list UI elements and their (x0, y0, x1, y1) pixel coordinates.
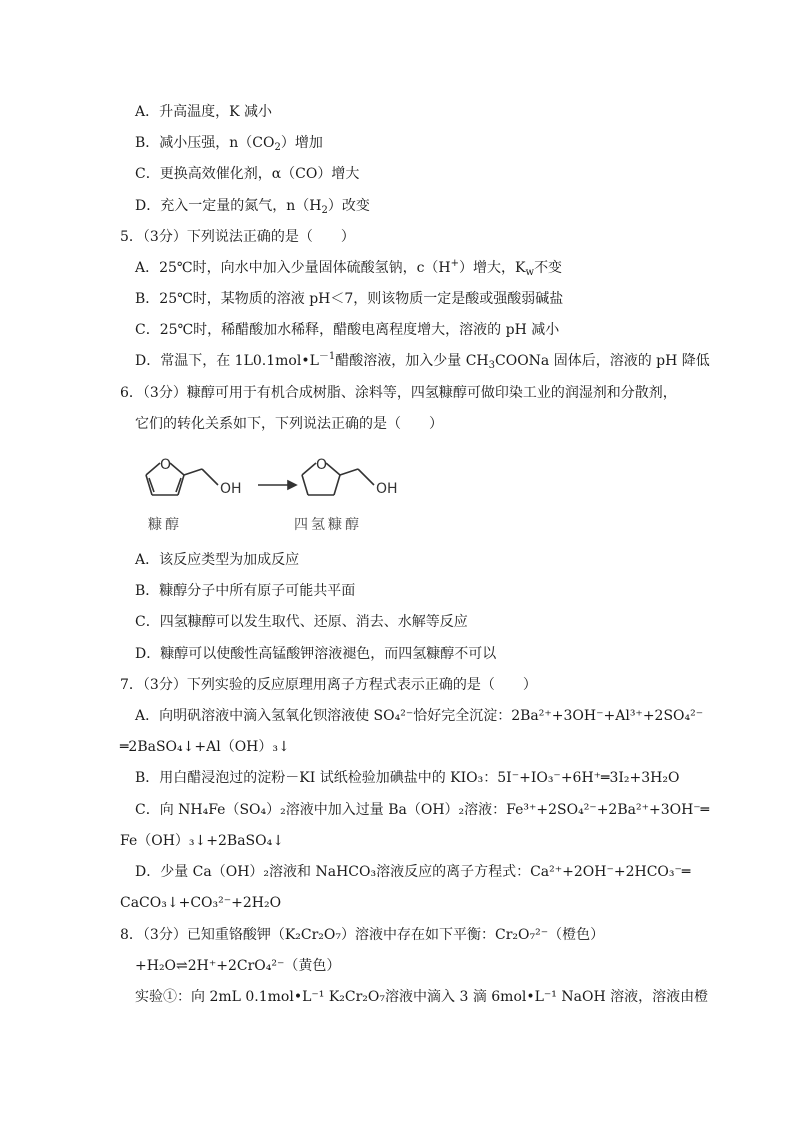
q7-option-b: B．用白醋浸泡过的淀粉－KI 试纸检验加碘盐中的 KIO₃：5I⁻+IO₃⁻+6H⁺═3I₂+3H₂O (135, 770, 680, 786)
tetrahydrofurfuryl-alcohol-structure (302, 463, 374, 495)
q7-option-c-line1: C．向 NH₄Fe（SO₄）₂溶液中加入过量 Ba（OH）₂溶液：Fe³⁺+2SO₄²⁻+2Ba²⁺+3OH⁻═ (135, 802, 710, 818)
q8-stem-line2: +H₂O⇌2H⁺+2CrO₄²⁻（黄色） (135, 958, 341, 974)
q7-option-a-line2: ═2BaSO₄↓+Al（OH）₃↓ (120, 739, 290, 755)
q6-option-a: A．该反应类型为加成反应 (135, 552, 300, 568)
q6-option-c: C．四氢糠醇可以发生取代、还原、消去、水解等反应 (135, 614, 468, 630)
furfuryl-oh-label: OH (220, 481, 242, 497)
q8-stem-line1: 8．（3分）已知重铬酸钾（K₂Cr₂O₇）溶液中存在如下平衡：Cr₂O₇²⁻（橙色） (120, 927, 605, 943)
thf-oh-label: OH (376, 481, 398, 497)
q6-option-b: B．糠醇分子中所有原子可能共平面 (135, 583, 356, 599)
q5-option-d: D．常温下，在 $1L0.1mol•L^{-1}$醋酸溶液，加入少量 $CH_3COONa$ 固体后，溶液的 pH 降低 (135, 351, 710, 371)
q5-stem: 5．（3分）下列说法正确的是（ ） (120, 229, 355, 245)
q5-option-b: B．25℃时，某物质的溶液 pH＜7，则该物质一定是酸或强酸弱碱盐 (135, 291, 564, 307)
q7-option-c-line2: Fe（OH）₃↓+2BaSO₄↓ (120, 833, 284, 849)
q4-option-a: A．升高温度，K 减小 (135, 104, 273, 120)
q7-option-a-line1: A．向明矾溶液中滴入氢氧化钡溶液使 SO₄²⁻恰好完全沉淀：2Ba²⁺+3OH⁻+Al³⁺+2SO₄²⁻ (135, 708, 704, 724)
thf-oxygen-label: O (316, 457, 328, 473)
q7-option-d-line1: D．少量 Ca（OH）₂溶液和 NaHCO₃溶液反应的离子方程式：Ca²⁺+2OH⁻+2HCO₃⁻═ (135, 864, 691, 880)
reaction-arrow (258, 481, 296, 489)
q5-option-c: C．25℃时，稀醋酸加水稀释，醋酸电离程度增大，溶液的 pH 减小 (135, 322, 560, 338)
q4-option-b: B．减小压强，$n(CO_2)$增加 (135, 135, 323, 153)
thf-alcohol-caption: 四氢糠醇 (294, 517, 362, 533)
q6-option-d: D．糠醇可以使酸性高锰酸钾溶液褪色，而四氢糠醇不可以 (135, 646, 497, 662)
furan-oxygen-label: O (160, 457, 172, 473)
q7-option-d-line2: CaCO₃↓+CO₃²⁻+2H₂O (120, 895, 282, 911)
q4-option-c: C．更换高效催化剂，α（CO）增大 (135, 166, 360, 182)
q6-stem-line2: 它们的转化关系如下，下列说法正确的是（ ） (135, 416, 443, 432)
q4-option-d: D．充入一定量的氮气，$n(H_2)$改变 (135, 198, 370, 216)
q7-stem: 7．（3分）下列实验的反应原理用离子方程式表示正确的是（ ） (120, 677, 537, 693)
furfuryl-alcohol-caption: 糠醇 (148, 517, 182, 533)
q5-option-a: A．25℃时，向水中加入少量固体硫酸氢钠，c（H+）增大，$K_w$不变 (135, 258, 563, 278)
q8-stem-line3: 实验①：向 2mL 0.1mol•L⁻¹ K₂Cr₂O₇溶液中滴入 3 滴 6mol•L⁻¹ NaOH 溶液，溶液由橙 (135, 989, 709, 1005)
furfuryl-alcohol-structure (146, 463, 218, 495)
reaction-scheme (130, 445, 430, 540)
q6-stem-line1: 6．（3分）糠醇可用于有机合成树脂、涂料等，四氢糠醇可做印染工业的润湿剂和分散剂， (120, 385, 677, 401)
